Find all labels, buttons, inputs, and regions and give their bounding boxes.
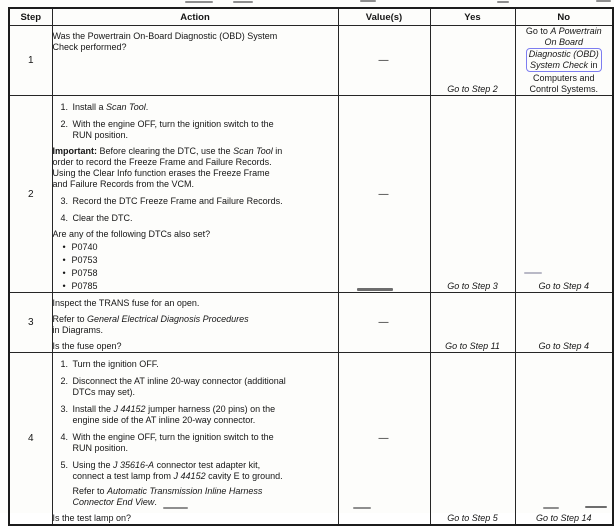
text-run: P0753 (71, 255, 98, 265)
scan-artifact (497, 1, 509, 3)
diagnostic-table (8, 7, 614, 526)
text-run: order to record the Freeze Frame and Failure Records. (52, 157, 272, 167)
action-list-item (53, 460, 338, 482)
text-run: Turn the ignition OFF. (72, 359, 159, 369)
list-number: 4. (60, 432, 69, 442)
action-bullet-item (53, 255, 338, 266)
text-run: RUN position. (72, 130, 129, 140)
text-run: Disconnect the AT inline 20-way connector (additional (72, 376, 286, 386)
text-run: J 44152 (113, 404, 146, 414)
text-run: Diagnostic (OBD) (528, 49, 599, 59)
text-run: P0785 (71, 281, 98, 291)
table-row-step-4 (9, 353, 613, 526)
list-item-text (72, 242, 98, 253)
text-run: engine side of the AT inline 20-way connector. (72, 415, 256, 425)
text-run: Control Systems. (529, 83, 599, 94)
scan-artifact (233, 1, 253, 3)
action-cell (52, 96, 338, 293)
action-list-item (53, 102, 338, 113)
action-paragraph (53, 341, 338, 352)
action-list-item (53, 213, 338, 224)
action-sub-paragraph (73, 486, 338, 508)
list-item-text (72, 255, 98, 266)
table-row-step-2 (9, 96, 613, 293)
list-number: 3. (60, 196, 69, 206)
scan-artifact (360, 0, 376, 2)
text-run: connector test adapter kit, (154, 460, 261, 470)
cell-text-line (516, 84, 613, 95)
table-row-step-3 (9, 293, 613, 353)
header-row (9, 8, 613, 26)
list-number: 4. (60, 213, 69, 223)
col-header-yes: Yes (430, 8, 515, 26)
action-paragraph (53, 298, 338, 309)
value-cell: — (338, 293, 430, 353)
text-run: Using the Clear Info function erases the Freeze Frame (52, 168, 270, 178)
text-run: Install the (72, 404, 114, 414)
action-bullet-item (53, 268, 338, 279)
list-item-text (73, 359, 338, 370)
list-number: 3. (60, 404, 69, 414)
value-cell: — (338, 96, 430, 293)
action-list-item (53, 432, 338, 454)
text-run: connect a test lamp from (72, 471, 174, 481)
text-run: . (154, 497, 157, 507)
action-paragraph (53, 314, 338, 336)
action-bullet-item (53, 242, 338, 253)
col-header-values: Value(s) (338, 8, 430, 26)
list-item-text (72, 281, 98, 292)
list-item-text (73, 213, 338, 224)
text-run: System Check (529, 59, 588, 70)
list-item-text (72, 268, 98, 279)
action-list-item (53, 196, 338, 207)
text-run: in Diagrams. (52, 325, 104, 335)
yes-goto-cell: Go to Step 11 (430, 293, 515, 353)
list-number: 1. (60, 359, 69, 369)
list-item-text (73, 119, 338, 141)
text-run: J 35616-A (113, 460, 155, 470)
action-list-item (53, 404, 338, 426)
list-item-text (73, 376, 338, 398)
scan-artifact (596, 0, 611, 2)
list-number: 2. (60, 119, 69, 129)
text-run: Refer to (72, 486, 108, 496)
list-item-text (73, 432, 338, 454)
bullet-icon: • (62, 242, 66, 252)
no-goto-cell: Go to Step 4 (515, 293, 613, 353)
action-paragraph (53, 146, 338, 190)
action-paragraph (53, 31, 338, 53)
text-run: Install a (72, 102, 107, 112)
obd-system-check-link[interactable] (526, 48, 602, 72)
table-row-step-1 (9, 26, 613, 96)
text-run: Automatic Transmission Inline Harness (107, 486, 263, 496)
text-run: Connector End View (72, 497, 155, 507)
col-header-no: No (515, 8, 613, 26)
value-cell: — (338, 353, 430, 526)
cell-text-line (516, 73, 613, 84)
text-run: Refer to (52, 314, 88, 324)
link-line (516, 47, 613, 73)
text-run: With the engine OFF, turn the ignition switch to the (72, 432, 274, 442)
action-bullet-item (53, 281, 338, 292)
cell-text-line (516, 37, 613, 48)
text-run: Was the Powertrain On-Board Diagnostic (OBD) System (52, 31, 278, 41)
text-run: Before clearing the DTC, use the (97, 146, 234, 156)
col-header-step: Step (9, 8, 52, 26)
action-paragraph (53, 229, 338, 240)
text-run: P0740 (71, 242, 98, 252)
list-number: 1. (60, 102, 69, 112)
no-goto-cell: Go to Step 14 (515, 353, 613, 526)
scan-artifact (185, 1, 213, 3)
bullet-icon: • (62, 268, 66, 278)
text-run: A Powertrain (550, 26, 602, 36)
text-run: Record the DTC Freeze Frame and Failure Records. (72, 196, 283, 206)
text-run: in (588, 59, 598, 70)
text-run: jumper harness (20 pins) on the (145, 404, 276, 414)
action-list-item (53, 376, 338, 398)
no-goto-cell: Go to Step 4 (515, 96, 613, 293)
action-list-item (53, 359, 338, 370)
list-number: 2. (60, 376, 69, 386)
cell-text-line (516, 26, 613, 37)
text-run: General Electrical Diagnosis Procedures (87, 314, 249, 324)
list-number: 5. (60, 460, 69, 470)
no-goto-cell (515, 26, 613, 96)
link-text-line (529, 49, 599, 60)
text-run: Scan Tool (233, 146, 273, 156)
action-cell (52, 293, 338, 353)
bullet-icon: • (62, 281, 66, 291)
list-item-text (73, 460, 338, 482)
text-run: Computers and (532, 73, 595, 83)
yes-goto-cell: Go to Step 3 (430, 96, 515, 293)
list-item-text (73, 196, 338, 207)
text-run: cavity E to ground. (205, 471, 283, 481)
text-run: . (145, 102, 149, 112)
link-text-line (529, 60, 599, 71)
text-run: DTCs may set). (72, 387, 136, 397)
list-item-text (73, 404, 338, 426)
step-number-cell: 3 (9, 293, 52, 353)
step-number-cell: 4 (9, 353, 52, 526)
action-list-item (53, 119, 338, 141)
text-run: Are any of the following DTCs also set? (52, 229, 211, 239)
step-number-cell: 1 (9, 26, 52, 96)
action-cell (52, 26, 338, 96)
text-run: Is the test lamp on? (52, 513, 132, 523)
text-run: Check performed? (52, 42, 127, 52)
text-run: RUN position. (72, 443, 129, 453)
text-run: Go to (525, 26, 551, 36)
text-run: Clear the DTC. (72, 213, 133, 223)
text-run: Scan Tool (106, 102, 146, 112)
text-run: Using the (72, 460, 114, 470)
yes-goto-cell: Go to Step 2 (430, 26, 515, 96)
action-cell (52, 353, 338, 526)
text-run: P0758 (71, 268, 98, 278)
text-run: Important: (52, 146, 97, 156)
text-run: in (272, 146, 283, 156)
bullet-icon: • (62, 255, 66, 265)
text-run: On Board (544, 36, 584, 47)
text-run: Inspect the TRANS fuse for an open. (52, 298, 200, 308)
yes-goto-cell: Go to Step 5 (430, 353, 515, 526)
col-header-action: Action (52, 8, 338, 26)
text-run: and Failure Records from the VCM. (52, 179, 195, 189)
text-run: J 44152 (173, 471, 206, 481)
list-item-text (73, 102, 338, 113)
value-cell: — (338, 26, 430, 96)
text-run: Is the fuse open? (52, 341, 122, 351)
action-paragraph (53, 513, 338, 524)
text-run: With the engine OFF, turn the ignition switch to the (72, 119, 274, 129)
step-number-cell: 2 (9, 96, 52, 293)
